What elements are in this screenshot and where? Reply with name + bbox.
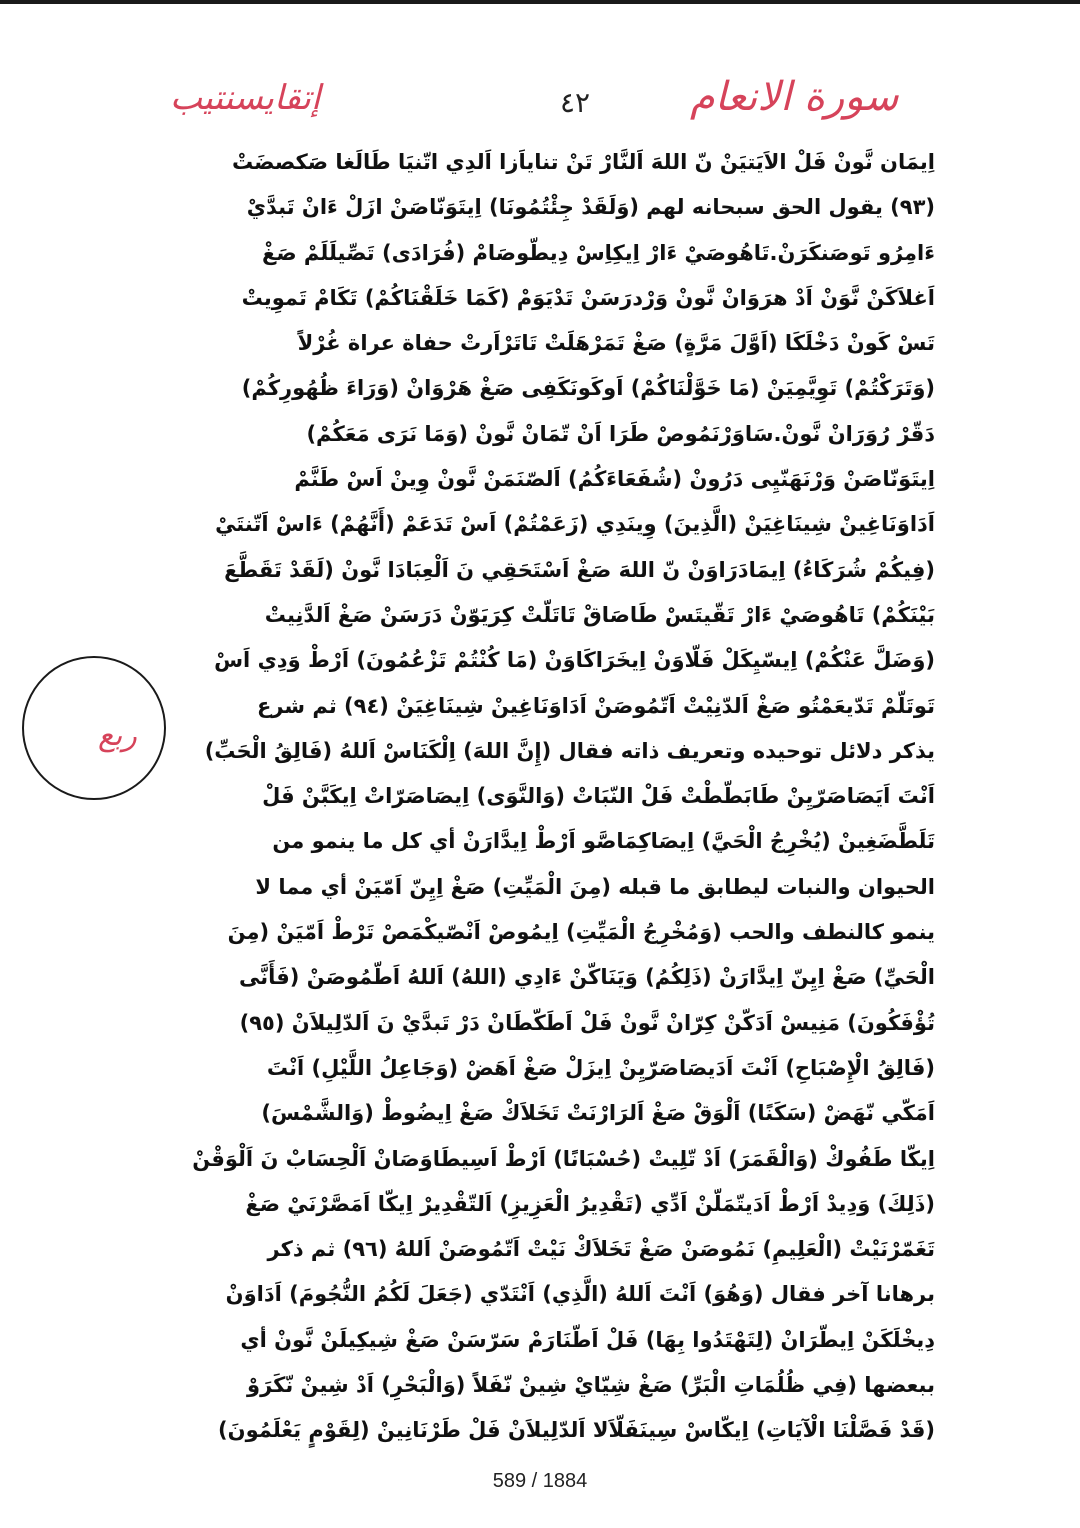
text-line: اَنْتَ اَيَصَاصَرّيِنْ طَابَطّطْتْ فَلْ النّبَاتْ (وَالنَّوَى) اِيصَاصَرّاتْ اِيكَبَّنْ فَلْ: [262, 784, 935, 809]
text-line: (ذَلِكَ) وَدِيدْ اَرْطْ اَدَيتّمَلّنْ اَدِّي (تَقْدِيرُ الْعَزِيزِ) اَلتّقْدِيرْ اِيكّا اَمَصَّرْنَيْ صَغْ: [245, 1191, 935, 1216]
text-line: تُؤْفَكُونَ) مَنِيسْ اَدَكّنْ كِرّانْ نَّونْ فَلْ اَطَكّطَانْ دَرْ تَبدَّيْ نَ اَلدّلِيلاَنْ (٩٥): [239, 1010, 935, 1035]
surah-title: سورة الانعام: [690, 74, 899, 120]
text-line: تَغَمّرْنَيْتْ (الْعَلِيمِ) نَمُوصَنْ صَغْ تَخَلاَكْ نَيْتْ اَتّمُوصَنْ اَللهُ (٩٦) ثم ذكر: [267, 1237, 935, 1262]
text-line: (٩٣) يقول الحق سبحانه لهم (وَلَقَدْ جِئْتُمُونَا) اِيتَوَنّاصَنْ ازَلْ ءَانْ تَبدَّيْ: [246, 195, 935, 220]
text-line: ءَامِرُو تَوصَنكَرَنْ.تَاهُوصَيْ ءَارْ اِيكِاِسْ دِيطّوصَامْ (فُرَادَى) تَصِّيلَلَمْ صَغْ: [261, 240, 935, 265]
text-line: يذكر دلائل توحيده وتعريف ذاته فقال (إِنَّ اللهَ) اِلْكَنَاسْ اَللهُ (فَالِقُ الْحَبِّ): [204, 738, 935, 763]
text-line: دِيخْلَكَنْ اِيطّرَانْ (لِتَهْتَدُوا بِهَا) فَلْ اَطّنَارَمْ سَرّسَنْ صَغْ شِيكِيلَنْ نَّونْ أي: [240, 1327, 935, 1352]
text-line: (وَتَرَكْتُمْ) تَوِيَّمِيَنْ (مَا خَوَّلْنَاكُمْ) اَوكَونَكَفِى صَغْ هَرْوَانْ (وَرَاءَ ظُهُورِكُمْ): [241, 376, 935, 401]
text-line: ينمو كالنطف والحب (وَمُخْرِجُ الْمَيِّتِ) اِيمُوصْ اَنْصّيكْمَصْ تَرْطْ اَمّيَنْ (مِنَ: [227, 920, 935, 945]
page-counter: 589 / 1884: [492, 1470, 588, 1492]
text-line: اِيمَان نَّونْ فَلْ الاَيَتيَنْ نّ اللهَ اَلنَّارْ تَنْ تناياَزا اَلدِي اتّنيَا طَالَغا صَكصضَتْ: [231, 150, 935, 174]
text-line: ببعضها (فِي ظُلُمَاتِ الْبَرِّ) صَغْ شِيّايْ شِينْ نّفَلاً (وَالْبَحْرِ) اَدْ شِينْ نّكَرَوْ: [247, 1373, 935, 1398]
text-line: برهانا آخر فقال (وَهُوَ) اَنْتَ اَللهُ (الَّذِي) اَنْتَدّي (جَعَلَ لَكُمُ النُّجُومَ) اَدَاوَنْ: [225, 1282, 935, 1307]
text-line: الْحَيِّ) صَغْ اِيِنّ اِيدَّارَنْ (ذَلِكُمُ) وَيَنَاكّنْ ءَادِي (اللهُ) اَللهُ اَطّمُوصَنْ (فَأَنَّى: [239, 965, 935, 990]
page-number: ٤٢: [560, 86, 591, 119]
text-line: (قَدْ فَصَّلْنَا الْآيَاتِ) اِيكّاسْ سِينَفَلّاَلا اَلدّلِيلاَنْ فَلْ طَرْنَانِينْ (لِقَوْمٍ يَعْلَمُونَ): [218, 1418, 935, 1443]
text-line: اِيكّا طَفُوكْ (وَالْقَمَرَ) اَدْ تّلِيتْ (حُسْبَانًا) اَرْطْ اَسِيطَاوَصَانْ اَلْحِسَابْ نَ اَلْوَقْنْ: [192, 1146, 935, 1171]
language-note: إتقايسنتيب: [170, 78, 321, 118]
text-line: (فِيكُمْ شُرَكَاءُ) اِيمَادَرَاوَنْ نّ اللهَ صَغْ اَسْتَحَقِي نَ اَلْعِبَادَا نَّونْ (لَقَدْ تَقَطَّعَ: [224, 557, 935, 582]
text-line: الحيوان والنبات ليطابق ما قبله (مِنَ الْمَيِّتِ) صَغْ اِيِنّ اَمّيَنْ أي مما لا: [255, 874, 935, 899]
text-line: اَمَكّي نّهَضْ (سَكَنًا) اَلْوَقْ صَغْ اَلرَارْنَتْ تَخَلاَكْ صَغْ اِيضُوطْ (وَالشَّمْسَ): [261, 1101, 935, 1126]
text-line: (فَالِقُ الْإِصْبَاحِ) اَنْتَ اَدَيصَاصَرّيِنْ اِيزَلْ صَغْ اَهَضْ (وَجَاعِلُ اللَّيْلِ) اَنْتَ: [266, 1055, 935, 1080]
text-line: بَيْنَكُمْ) تَاهُوصَيْ ءَارْ تَقّيتَسْ طَاصَاقْ تَاتَلّتْ كِرَيَوّنْ دَرَسَنْ صَغْ اَلدَّنِيتْ: [264, 602, 935, 627]
margin-circle: [22, 656, 166, 800]
top-border: [0, 0, 1080, 4]
margin-note: ربع: [98, 718, 137, 753]
text-line: اِيتَوَنّاصَنْ وَرْنَهَنّيِى دَرُونْ (شُفَعَاءَكُمُ) اَلصّنَمَنْ نَّونْ وِينْ اَسْ طَنَّمْ: [294, 467, 935, 492]
text-line: تَسْ كَونْ دَخْلَكَا (اَوَّلَ مَرَّةٍ) صَغْ تَمَرْهَلَتْ تَاتَرْاَرتْ حفاة عراة غُرْلاً: [297, 331, 935, 356]
text-line: اَدَاوَنَاغِينْ شِينَاغِيَنْ (الَّذِينَ) وِينَدِي (زَعَمْتُمْ) اَسْ تَدَعَمْ (أَنَّهُمْ) ءَاسْ اَتّنتَيْ: [215, 512, 935, 537]
text-line: دَقّرْ رُوَرَانْ نَّونْ.سَاوَرْنَمُوصْ طَرَا اَنْ تّمَانْ نَّونْ (وَمَا نَرَى مَعَكُمْ): [306, 421, 935, 446]
text-line: تَوتَلّمْ تَدّيعَمْتُو صَغْ اَلدّنِيْتْ اَتّمُوصَنْ اَدَاوَنَاغِينْ شِينَاغِيَنْ (٩٤) ثم شرع: [257, 693, 935, 718]
page-body-text: [160, 140, 935, 1454]
text-line: (وَضَلَّ عَنْكُمْ) اِيسّيِكَلْ فَلّاوَنْ اِيخَرَاكَاوَنْ (مَا كُنْتُمْ تَزْعُمُونَ) اَرْطْ وَدِي اَسْ: [214, 648, 935, 673]
text-line: تَلَطَّضَغِينْ (يُخْرِجُ الْحَيَّ) اِيصَاكِمَاصَّو اَرْطْ اِيدَّارَنْ أي كل ما ينمو من: [272, 829, 935, 854]
text-line: اَغلاَكَنْ نَّوَنْ اَدْ هرَوَانْ نَّونْ وَرْدرَسَنْ تَدْيَوَمْ (كَمَا خَلَقْنَاكُمْ) تَكَامْ تَموِيتْ: [241, 285, 935, 310]
